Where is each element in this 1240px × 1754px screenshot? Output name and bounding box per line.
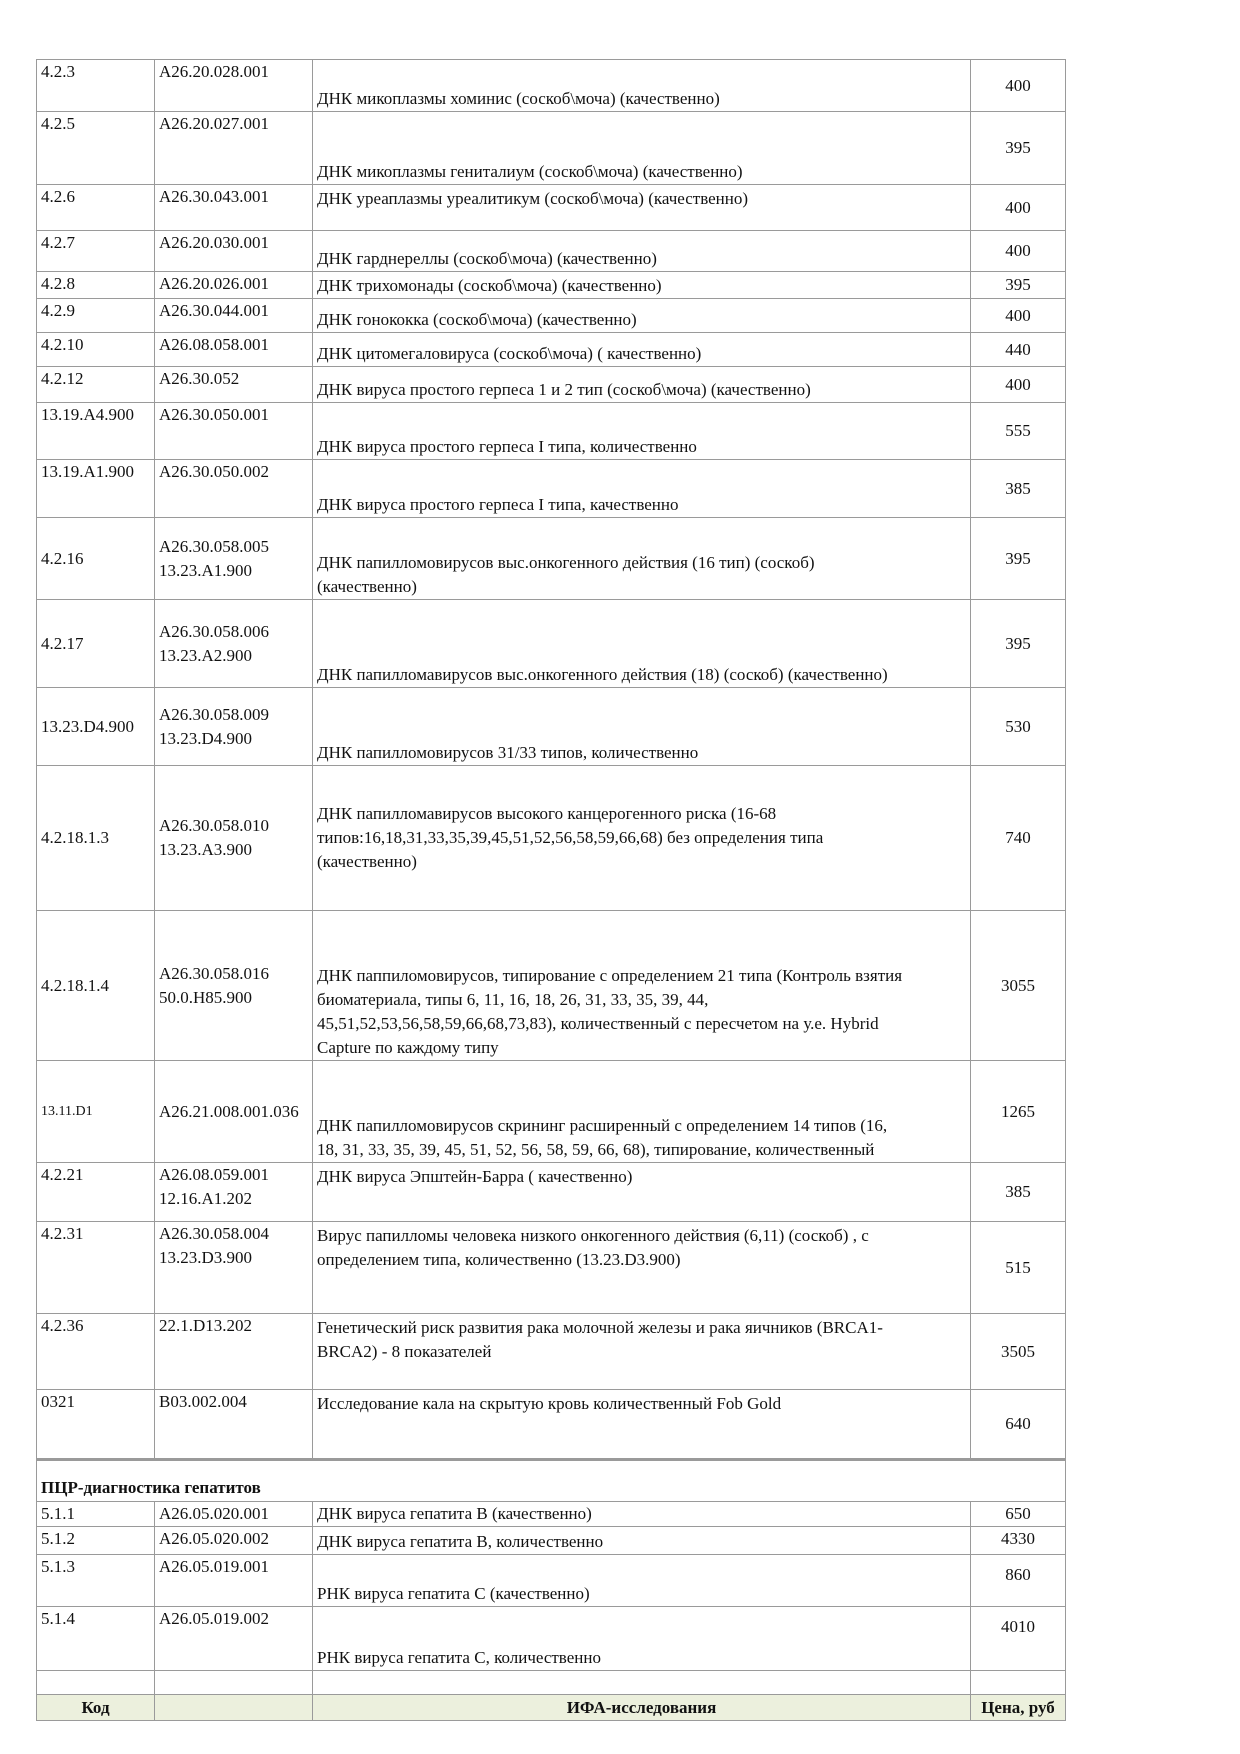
row-name <box>313 1607 971 1671</box>
row-service-code <box>155 1502 313 1527</box>
row-name <box>313 1555 971 1607</box>
row-name <box>313 367 971 403</box>
row-service-code <box>155 272 313 299</box>
section-title: ПЦР-диагностика гепатитов <box>37 1460 1066 1502</box>
cell-line: A26.30.050.001 <box>159 405 270 424</box>
row-name <box>313 1314 971 1390</box>
row-service-code <box>155 60 313 112</box>
row-price: 860 <box>971 1555 1066 1607</box>
table-row <box>37 1502 1066 1527</box>
row-name <box>313 272 971 299</box>
table-row <box>37 112 1066 185</box>
blank-cell <box>971 1671 1066 1695</box>
row-service-code <box>155 911 313 1061</box>
row-name <box>313 460 971 518</box>
row-code: 4.2.10 <box>37 333 155 367</box>
table-row <box>37 1527 1066 1555</box>
row-code: 4.2.7 <box>37 231 155 272</box>
row-code: 4.2.18.1.3 <box>37 766 155 911</box>
cell-line: B03.002.004 <box>159 1392 247 1411</box>
cell-line: 13.23.A3.900 <box>159 840 253 859</box>
cell-line: A26.30.044.001 <box>159 301 270 320</box>
row-service-code <box>155 1222 313 1314</box>
row-price: 650 <box>971 1502 1066 1527</box>
table-row <box>37 688 1066 766</box>
row-name <box>313 600 971 688</box>
cell-line: 13.23.A1.900 <box>159 560 253 580</box>
row-name <box>313 231 971 272</box>
row-name <box>313 333 971 367</box>
cell-line: A26.20.026.001 <box>159 274 270 293</box>
row-service-code <box>155 1555 313 1607</box>
cell-line: A26.30.052 <box>159 369 240 388</box>
row-price: 3505 <box>971 1314 1066 1390</box>
cell-line: ДНК микоплазмы хоминис (соскоб\моча) (качественно) <box>317 89 720 108</box>
row-name <box>313 299 971 333</box>
cell-line: ДНК вируса простого герпеса 1 и 2 тип (соскоб\моча) (качественно) <box>317 380 811 399</box>
row-service-code <box>155 231 313 272</box>
cell-line: Исследование кала на скрытую кровь количественный Fob Gold <box>317 1394 782 1413</box>
blank-cell <box>313 1671 971 1695</box>
cell-line: Вирус папилломы человека низкого онкогенного действия (6,11) (соскоб) , с <box>317 1226 869 1245</box>
table-row <box>37 911 1066 1061</box>
header-service-code <box>155 1695 313 1721</box>
blank-cell <box>37 1671 155 1695</box>
cell-line: A26.30.058.016 <box>159 963 270 983</box>
row-code: 4.2.21 <box>37 1163 155 1222</box>
table-row <box>37 367 1066 403</box>
row-service-code <box>155 1314 313 1390</box>
cell-line: A26.30.058.010 <box>159 816 270 835</box>
cell-line: ДНК цитомегаловируса (соскоб\моча) ( качественно) <box>317 344 702 363</box>
table-row <box>37 1222 1066 1314</box>
row-service-code <box>155 333 313 367</box>
row-code: 5.1.3 <box>37 1555 155 1607</box>
cell-line: A26.30.058.009 <box>159 704 270 724</box>
row-service-code <box>155 112 313 185</box>
cell-line: ДНК вируса простого герпеса I типа, количественно <box>317 437 697 456</box>
row-code: 0321 <box>37 1390 155 1460</box>
row-name <box>313 403 971 460</box>
row-price: 4330 <box>971 1527 1066 1555</box>
cell-line: A26.20.028.001 <box>159 62 270 81</box>
row-service-code <box>155 518 313 600</box>
cell-line: A26.05.020.001 <box>159 1504 270 1523</box>
row-service-code <box>155 1390 313 1460</box>
cell-line: Capture по каждому типу <box>317 1038 499 1057</box>
row-price: 740 <box>971 766 1066 911</box>
row-price: 395 <box>971 272 1066 299</box>
row-price: 400 <box>971 231 1066 272</box>
row-price: 555 <box>971 403 1066 460</box>
row-price: 400 <box>971 60 1066 112</box>
row-price: 440 <box>971 333 1066 367</box>
row-price: 395 <box>971 518 1066 600</box>
header-price: Цена, руб <box>971 1695 1066 1721</box>
table-row <box>37 1390 1066 1460</box>
row-price: 1265 <box>971 1061 1066 1163</box>
cell-line: 50.0.H85.900 <box>159 987 253 1007</box>
row-service-code <box>155 460 313 518</box>
row-code: 4.2.36 <box>37 1314 155 1390</box>
cell-line: 45,51,52,53,56,58,59,66,68,73,83), количественный с пересчетом на у.е. Hybrid <box>317 1014 879 1033</box>
row-code: 4.2.8 <box>37 272 155 299</box>
row-price: 4010 <box>971 1607 1066 1671</box>
table-row <box>37 1314 1066 1390</box>
row-code: 4.2.31 <box>37 1222 155 1314</box>
row-name <box>313 1222 971 1314</box>
cell-line: 18, 31, 33, 35, 39, 45, 51, 52, 56, 58, 59, 66, 68), типирование, количественный <box>317 1140 875 1159</box>
table-row <box>37 600 1066 688</box>
row-price: 530 <box>971 688 1066 766</box>
row-name <box>313 1390 971 1460</box>
row-code: 4.2.9 <box>37 299 155 333</box>
cell-line: 13.23.D3.900 <box>159 1248 253 1267</box>
table-row <box>37 460 1066 518</box>
row-service-code <box>155 1607 313 1671</box>
row-code: 13.11.D1 <box>37 1061 155 1163</box>
price-list-body <box>37 60 1066 1721</box>
row-price: 385 <box>971 460 1066 518</box>
row-code: 5.1.2 <box>37 1527 155 1555</box>
row-price: 385 <box>971 1163 1066 1222</box>
cell-line: ДНК папилломовирусов выс.онкогенного действия (16 тип) (соскоб) <box>317 553 815 572</box>
blank-cell <box>155 1671 313 1695</box>
cell-line: ДНК папилломавирусов выс.онкогенного действия (18) (соскоб) (качественно) <box>317 665 888 684</box>
cell-line: биоматериала, типы 6, 11, 16, 18, 26, 31, 33, 35, 39, 44, <box>317 990 709 1009</box>
row-code: 4.2.6 <box>37 185 155 231</box>
row-service-code <box>155 185 313 231</box>
cell-line: ДНК вируса Эпштейн-Барра ( качественно) <box>317 1167 633 1186</box>
cell-line: РНК вируса гепатита С (качественно) <box>317 1584 590 1603</box>
cell-line: A26.30.043.001 <box>159 187 270 206</box>
row-code: 4.2.18.1.4 <box>37 911 155 1061</box>
row-service-code <box>155 1061 313 1163</box>
cell-line: A26.30.050.002 <box>159 462 270 481</box>
cell-line: ДНК вируса гепатита В, количественно <box>317 1532 604 1551</box>
table-row <box>37 1163 1066 1222</box>
table-row <box>37 60 1066 112</box>
cell-line: ДНК папилломавирусов высокого канцерогенного риска (16-68 <box>317 804 777 823</box>
row-name <box>313 766 971 911</box>
cell-line: ДНК трихомонады (соскоб\моча) (качественно) <box>317 276 662 295</box>
price-list-table <box>36 59 1066 1721</box>
cell-line: ДНК вируса простого герпеса I типа, качественно <box>317 495 679 514</box>
row-price: 400 <box>971 299 1066 333</box>
row-name <box>313 1502 971 1527</box>
cell-line: (качественно) <box>317 577 417 596</box>
table-row <box>37 403 1066 460</box>
table-row <box>37 518 1066 600</box>
row-name <box>313 1163 971 1222</box>
row-price: 640 <box>971 1390 1066 1460</box>
cell-line: определением типа, количественно (13.23.D3.900) <box>317 1250 681 1269</box>
row-name <box>313 185 971 231</box>
header-code: Код <box>37 1695 155 1721</box>
table-row <box>37 185 1066 231</box>
cell-line: ДНК уреаплазмы уреалитикум (соскоб\моча) (качественно) <box>317 189 749 208</box>
row-name <box>313 112 971 185</box>
cell-line: 13.23.A2.900 <box>159 645 253 665</box>
row-name <box>313 60 971 112</box>
cell-line: BRCA2) - 8 показателей <box>317 1342 492 1361</box>
cell-line: A26.30.058.006 <box>159 621 270 641</box>
ifa-header-row <box>37 1695 1066 1721</box>
cell-line: ДНК гарднереллы (соскоб\моча) (качественно) <box>317 249 657 268</box>
cell-line: ДНК вируса гепатита В (качественно) <box>317 1504 592 1523</box>
cell-line: A26.20.030.001 <box>159 233 270 252</box>
row-price: 395 <box>971 600 1066 688</box>
row-service-code <box>155 1527 313 1555</box>
cell-line: 13.23.D4.900 <box>159 728 253 748</box>
cell-line: Генетический риск развития рака молочной железы и рака яичников (BRCA1- <box>317 1318 883 1337</box>
row-code: 4.2.3 <box>37 60 155 112</box>
cell-line: (качественно) <box>317 852 417 871</box>
cell-line: A26.08.059.001 <box>159 1165 270 1184</box>
table-row <box>37 766 1066 911</box>
row-name <box>313 911 971 1061</box>
cell-line: типов:16,18,31,33,35,39,45,51,52,56,58,59,66,68) без определения типа <box>317 828 824 847</box>
row-price: 395 <box>971 112 1066 185</box>
row-name <box>313 1061 971 1163</box>
table-row <box>37 333 1066 367</box>
cell-line: ДНК папилломовирусов 31/33 типов, количественно <box>317 743 699 762</box>
table-row <box>37 272 1066 299</box>
cell-line: ДНК папилломовирусов скрининг расширенный с определением 14 типов (16, <box>317 1116 888 1135</box>
table-row <box>37 1607 1066 1671</box>
table-row <box>37 231 1066 272</box>
row-name <box>313 518 971 600</box>
cell-line: A26.05.020.002 <box>159 1529 270 1548</box>
cell-line: A26.21.008.001.036 <box>159 1101 299 1121</box>
row-code: 5.1.1 <box>37 1502 155 1527</box>
cell-line: A26.30.058.004 <box>159 1224 270 1243</box>
cell-line: 12.16.A1.202 <box>159 1189 253 1208</box>
cell-line: A26.05.019.002 <box>159 1609 270 1628</box>
row-name <box>313 688 971 766</box>
cell-line: 22.1.D13.202 <box>159 1316 253 1335</box>
row-price: 515 <box>971 1222 1066 1314</box>
row-price: 3055 <box>971 911 1066 1061</box>
row-code: 4.2.5 <box>37 112 155 185</box>
row-code: 13.23.D4.900 <box>37 688 155 766</box>
row-price: 400 <box>971 185 1066 231</box>
section-header-row <box>37 1460 1066 1502</box>
cell-line: A26.08.058.001 <box>159 335 270 354</box>
row-service-code <box>155 766 313 911</box>
cell-line: ДНК гонококка (соскоб\моча) (качественно) <box>317 310 637 329</box>
row-service-code <box>155 600 313 688</box>
table-row <box>37 299 1066 333</box>
table-row <box>37 1061 1066 1163</box>
row-code: 4.2.16 <box>37 518 155 600</box>
row-service-code <box>155 688 313 766</box>
row-service-code <box>155 367 313 403</box>
cell-line: A26.30.058.005 <box>159 536 270 556</box>
row-price: 400 <box>971 367 1066 403</box>
blank-row <box>37 1671 1066 1695</box>
row-code: 13.19.A1.900 <box>37 460 155 518</box>
cell-line: ДНК паппиломовирусов, типирование с определением 21 типа (Контроль взятия <box>317 966 903 985</box>
cell-line: ДНК микоплазмы гениталиум (соскоб\моча) (качественно) <box>317 162 743 181</box>
row-name <box>313 1527 971 1555</box>
row-service-code <box>155 299 313 333</box>
row-code: 4.2.12 <box>37 367 155 403</box>
row-code: 13.19.A4.900 <box>37 403 155 460</box>
header-title: ИФА-исследования <box>313 1695 971 1721</box>
cell-line: A26.20.027.001 <box>159 114 270 133</box>
row-code: 5.1.4 <box>37 1607 155 1671</box>
row-service-code <box>155 403 313 460</box>
table-row <box>37 1555 1066 1607</box>
row-service-code <box>155 1163 313 1222</box>
cell-line: A26.05.019.001 <box>159 1557 270 1576</box>
cell-line: РНК вируса гепатита С, количественно <box>317 1648 601 1667</box>
row-code: 4.2.17 <box>37 600 155 688</box>
